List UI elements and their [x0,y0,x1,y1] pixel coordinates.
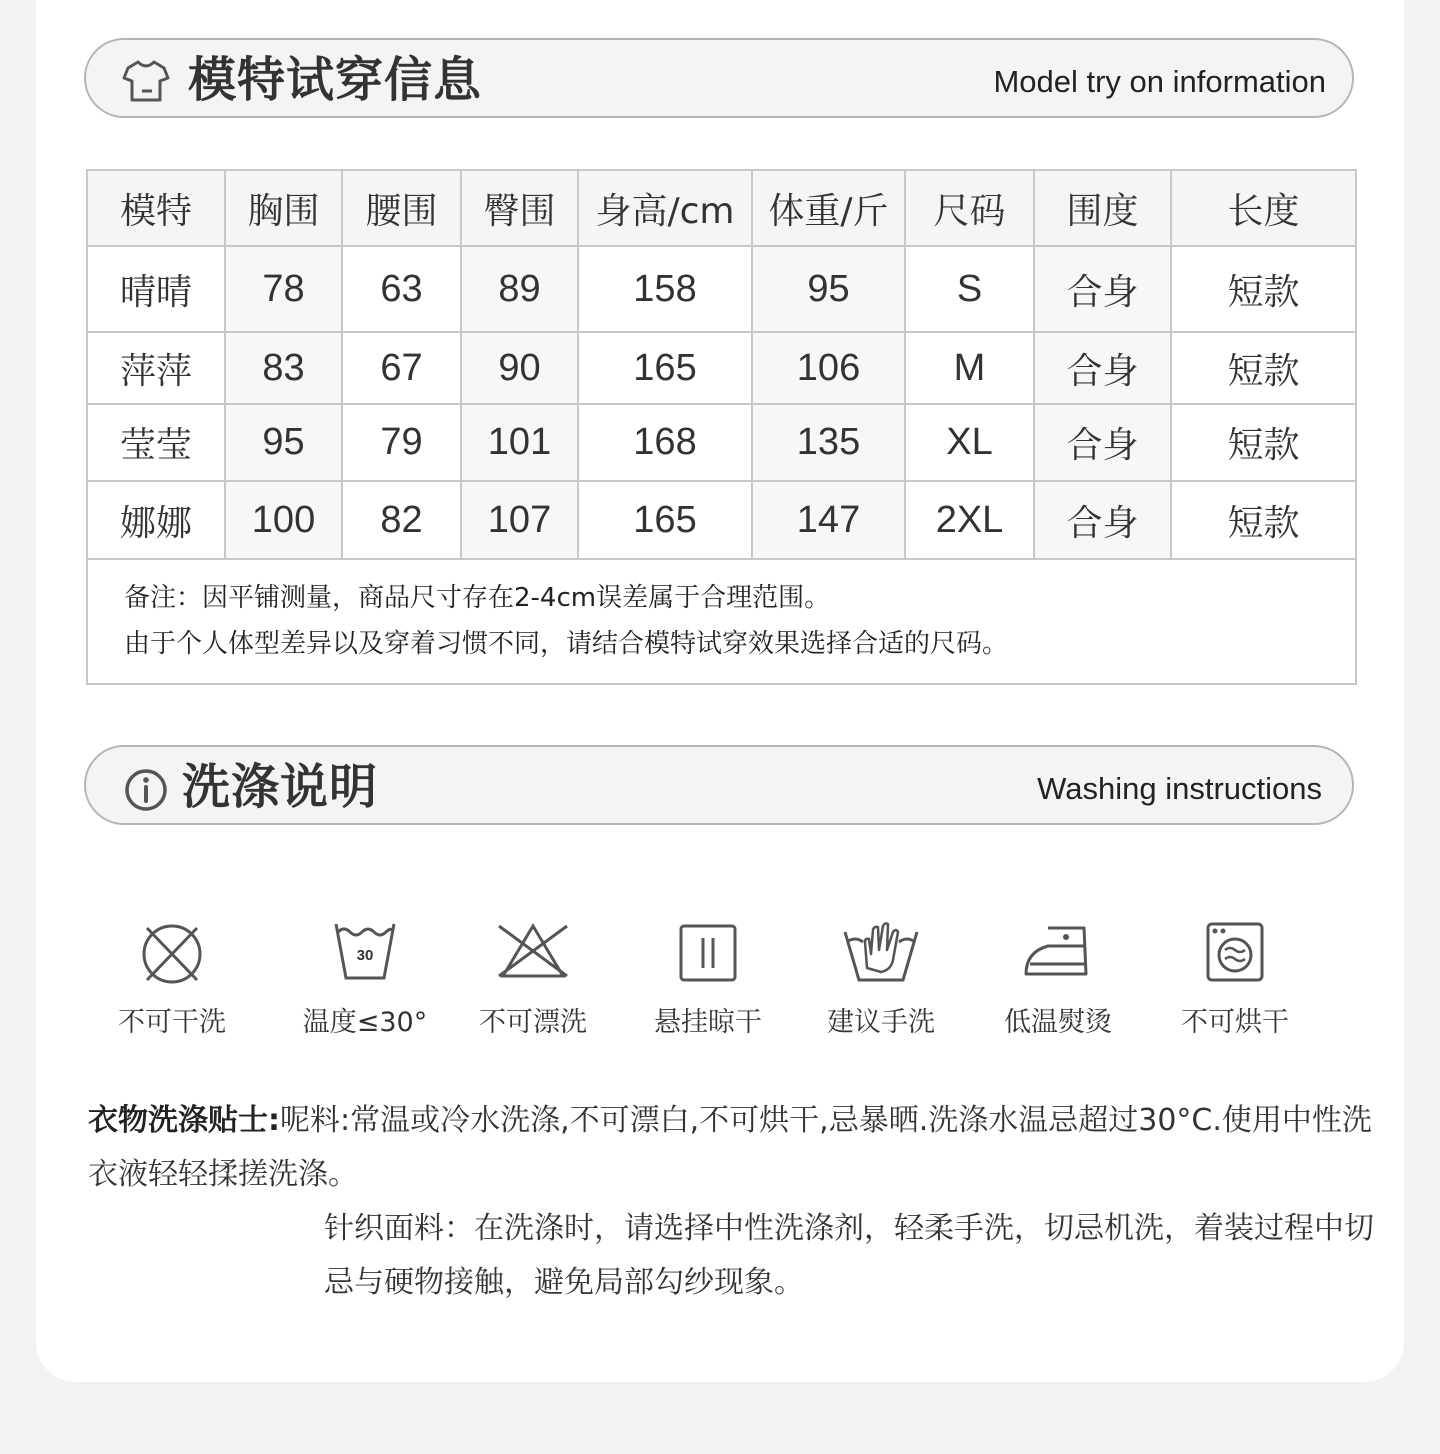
tips-label: 衣物洗涤贴士: [88,1103,280,1138]
table-cell: 83 [225,332,342,404]
wash-30-icon [330,912,400,988]
table-cell: 67 [342,332,461,404]
table-cell: 莹莹 [88,404,225,481]
no-bleach-icon [495,912,571,988]
size-table-container [86,169,1357,685]
table-cell: 165 [578,332,752,404]
wash-header [84,745,1354,825]
model-info-subtitle: Model try on information [993,64,1326,99]
table-cell: 158 [578,246,752,332]
table-cell: 78 [225,246,342,332]
care-item [1160,912,1310,1039]
wash-temp-text: 30 [356,947,374,964]
table-cell: 短款 [1171,481,1355,559]
table-cell: 168 [578,404,752,481]
table-cell: S [905,246,1034,332]
table-cell: 短款 [1171,332,1355,404]
care-item [806,912,956,1039]
col-header: 体重/斤 [752,171,905,246]
model-info-title: 模特试穿信息 [188,52,483,108]
col-header: 模特 [88,171,225,246]
care-symbols [0,912,1440,1042]
wool-tip-text: 呢料:常温或冷水洗涤,不可漂白,不可烘干,忌暴晒.洗涤水温忌超过30°C.使用中性洗衣液轻轻揉搓洗涤。 [88,1103,1372,1192]
table-cell: 合身 [1034,332,1171,404]
table-cell: 萍萍 [88,332,225,404]
table-header-row [88,171,1355,246]
care-item [983,912,1133,1039]
table-cell: 165 [578,481,752,559]
hand-wash-icon [841,912,921,988]
knit-tip: 针织面料：在洗涤时，请选择中性洗涤剂，轻柔手洗，切忌机洗，着装过程中切忌与硬物接触，避免局部勾纱现象。 [324,1211,1374,1300]
size-table [88,171,1355,560]
col-header: 身高/cm [578,171,752,246]
care-label: 不可干洗 [118,1007,226,1038]
col-header: 胸围 [225,171,342,246]
care-item [290,912,440,1039]
note-line: 备注：因平铺测量，商品尺寸存在2-4cm误差属于合理范围。 [124,583,831,613]
care-label: 悬挂晾干 [654,1007,762,1038]
care-label: 建议手洗 [827,1007,935,1038]
model-info-header [84,38,1354,118]
table-cell: 合身 [1034,404,1171,481]
table-cell: 63 [342,246,461,332]
table-cell: 107 [461,481,578,559]
washing-tips [88,1094,1398,1310]
no-dry-clean-icon [137,912,207,988]
table-row [88,246,1355,332]
col-header: 长度 [1171,171,1355,246]
care-item [97,912,247,1039]
table-cell: 合身 [1034,246,1171,332]
hang-dry-icon [673,912,743,988]
table-cell: 79 [342,404,461,481]
table-row [88,404,1355,481]
col-header: 臀围 [461,171,578,246]
size-notes [124,575,1008,667]
table-cell: 106 [752,332,905,404]
info-icon [122,767,170,813]
care-label: 不可烘干 [1181,1007,1289,1038]
table-cell: 短款 [1171,246,1355,332]
table-cell: 90 [461,332,578,404]
table-cell: 95 [752,246,905,332]
col-header: 围度 [1034,171,1171,246]
wool-tip [88,1094,1398,1202]
table-cell: M [905,332,1034,404]
care-label: 温度≤30° [302,1007,428,1038]
table-cell: 89 [461,246,578,332]
table-cell: 晴晴 [88,246,225,332]
table-row [88,332,1355,404]
table-cell: XL [905,404,1034,481]
table-cell: 娜娜 [88,481,225,559]
table-cell: 100 [225,481,342,559]
table-cell: 95 [225,404,342,481]
care-label: 不可漂洗 [479,1007,587,1038]
care-item [633,912,783,1039]
wash-title: 洗涤说明 [182,759,379,815]
table-row [88,481,1355,559]
note-line: 由于个人体型差异以及穿着习惯不同，请结合模特试穿效果选择合适的尺码。 [124,629,1009,659]
care-item [458,912,608,1039]
no-tumble-dry-icon [1200,912,1270,988]
low-iron-icon [1020,912,1096,988]
care-label: 低温熨烫 [1004,1007,1112,1038]
table-cell: 147 [752,481,905,559]
table-cell: 135 [752,404,905,481]
table-cell: 82 [342,481,461,559]
tshirt-icon [122,58,170,104]
wash-subtitle: Washing instructions [1037,771,1322,806]
table-cell: 短款 [1171,404,1355,481]
table-cell: 合身 [1034,481,1171,559]
col-header: 腰围 [342,171,461,246]
col-header: 尺码 [905,171,1034,246]
table-cell: 101 [461,404,578,481]
table-cell: 2XL [905,481,1034,559]
